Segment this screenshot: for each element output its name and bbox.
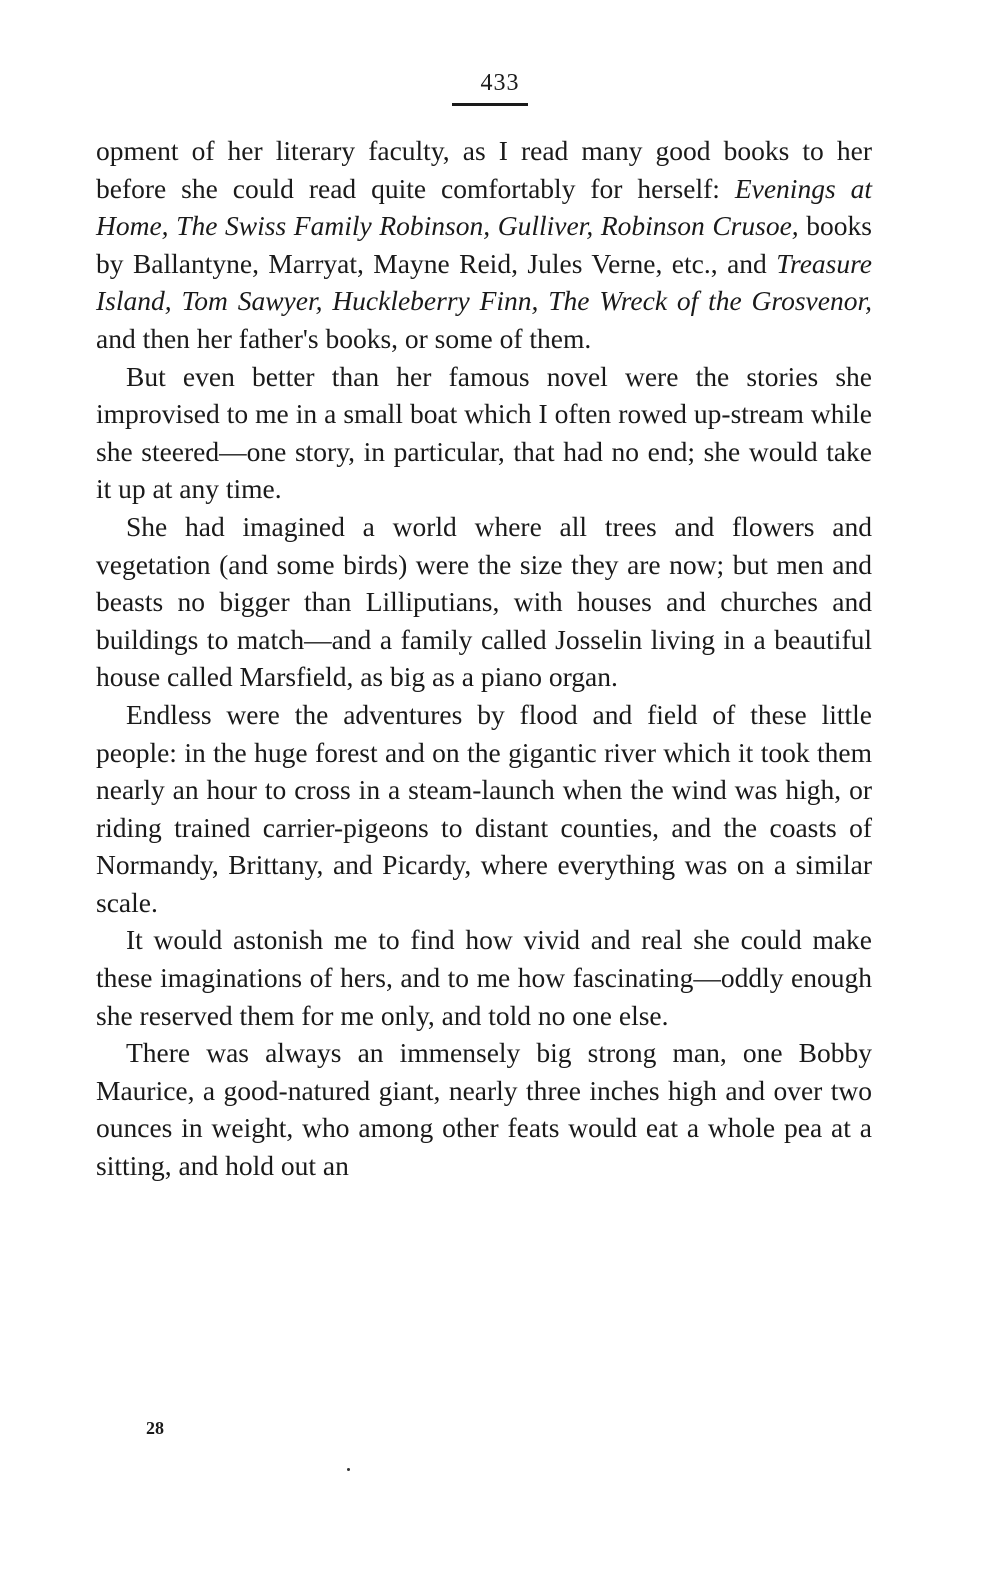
body-text: [96, 132, 872, 1185]
header-rule: [452, 103, 528, 106]
paragraph: [96, 132, 872, 358]
text-run: It would astonish me to find how vivid and real she could make these imaginations of hers, and to me how fascinating—oddly enough she reserved them for me only, and told no one else.: [96, 924, 872, 1031]
text-run: But even better than her famous novel were the stories she improvised to me in a small boat which I often rowed up-stream while she steered—one story, in particular, that had no end; she would take it up at any time.: [96, 360, 872, 505]
page-speck: [347, 1468, 350, 1471]
text-run: opment of her literary faculty, as I read many good books to her before she could read quite comfortably for herself:: [96, 135, 872, 204]
paragraph: [96, 358, 872, 508]
page-number: 433: [480, 70, 520, 96]
italic-title-run: Evenings at Home, The Swiss Family Robinson, Gulliver, Robinson Crusoe,: [96, 172, 872, 242]
italic-title-run: Treasure Island, Tom Sawyer, Huckleberry Finn, The Wreck of the Grosvenor,: [96, 247, 872, 317]
text-run: and then her father's books, or some of them.: [96, 322, 592, 354]
paragraph: [96, 1034, 872, 1184]
paragraph: [96, 508, 872, 696]
paragraph: [96, 921, 872, 1034]
text-run: She had imagined a world where all trees and flowers and vegetation (and some birds) were the size they are now; but men and beasts no bigger than Lilliputians, with houses and churches and buildings to match—and a family called Josselin living in a beautiful house called Marsfield, as big as a piano organ.: [96, 510, 872, 693]
paragraph: [96, 696, 872, 922]
text-run: Endless were the adventures by flood and field of these little people: in the huge forest and on the gigantic river which it took them nearly an hour to cross in a steam-launch when the wind was high, or riding trained carrier-pigeons to distant counties, and the coasts of Normandy, Brittany, and Picardy, where everything was on a similar scale.: [96, 698, 872, 918]
text-run: books by Ballantyne, Marryat, Mayne Reid, Jules Verne, etc., and: [96, 210, 872, 279]
signature-mark: 28: [146, 1418, 164, 1438]
text-run: There was always an immensely big strong man, one Bobby Maurice, a good-natured giant, nearly three inches high and over two ounces in weight, who among other feats would eat a whole pea at a sitting, and hold out an: [96, 1037, 872, 1182]
